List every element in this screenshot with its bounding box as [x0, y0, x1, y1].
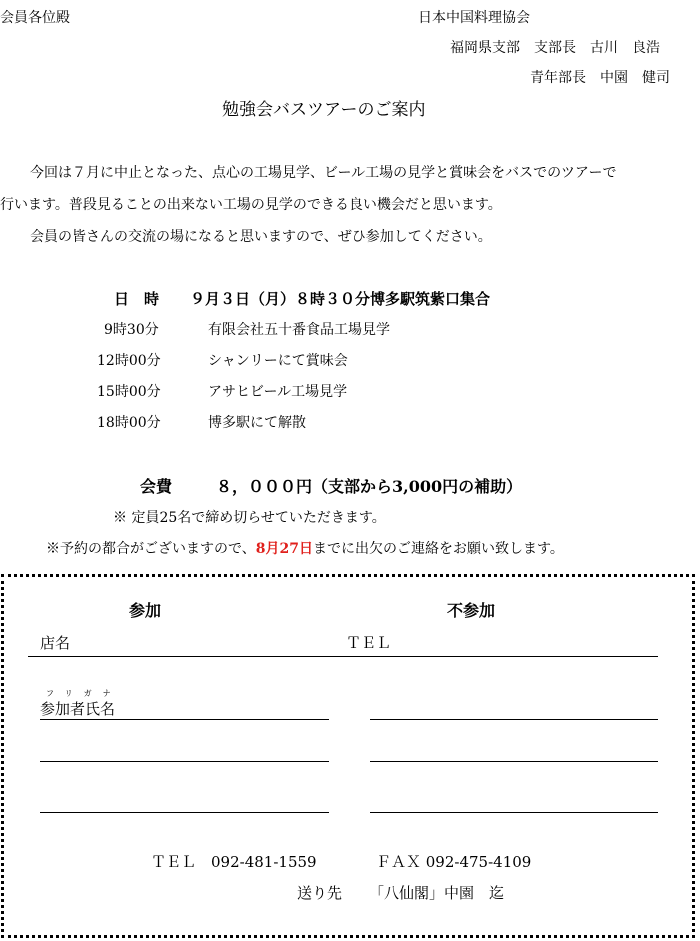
participant-name-label: 参加者氏名 — [40, 700, 116, 718]
schedule-event-4: 博多駅にて解散 — [208, 415, 306, 431]
schedule-event-3: アサヒビール工場見学 — [208, 384, 348, 400]
body-paragraph-1a: 今回は７月に中止となった、点心の工場見学、ビール工場の見学と賞味会をバスでのツアーで — [30, 165, 617, 181]
reply-form-box — [1, 574, 695, 938]
deadline-note-pre: ※予約の都合がございますので、 — [46, 541, 256, 557]
body-paragraph-2: 会員の皆さんの交流の場になると思いますので、ぜひ参加してください。 — [30, 229, 492, 245]
shop-name-line[interactable] — [28, 656, 658, 657]
schedule-event-2: シャンリーにて賞味会 — [208, 353, 348, 369]
shop-name-label: 店名 — [40, 634, 71, 652]
participant-line-2-left[interactable] — [40, 761, 329, 762]
contact-fax: ＦＡＸ 092-475-4109 — [376, 853, 532, 871]
sender-org: 日本中国料理協会 — [418, 10, 530, 26]
deadline-date: 8月27日 — [255, 541, 313, 557]
deadline-note-post: までに出欠のご連絡をお願い致します。 — [312, 541, 564, 557]
schedule-event-1: 有限会社五十番食品工場見学 — [208, 322, 390, 338]
sender-youth-head: 青年部長 中園 健司 — [530, 70, 670, 86]
schedule-time-4: 18時00分 — [97, 415, 161, 431]
participant-line-3-right[interactable] — [370, 812, 658, 813]
sender-branch-head: 福岡県支部 支部長 古川 良浩 — [450, 40, 660, 56]
furigana-label: フリガナ — [46, 689, 122, 698]
contact-tel: ＴＥＬ 092-481-1559 — [151, 853, 317, 871]
attend-option[interactable]: 参加 — [129, 601, 162, 620]
participant-line-2-right[interactable] — [370, 761, 658, 762]
body-paragraph-1b: 行います。普段見ることの出来ない工場の見学のできる良い機会だと思います。 — [0, 197, 502, 213]
send-to-value: 「八仙閣」中園 迄 — [369, 884, 505, 902]
not-attend-option[interactable]: 不参加 — [447, 601, 496, 620]
schedule-time-2: 12時00分 — [97, 353, 161, 369]
capacity-note: ※ 定員25名で締め切らせていただきます。 — [113, 510, 386, 526]
fee-label: 会費 — [140, 477, 173, 496]
fee-amount: ８，０００円（支部から3,000円の補助） — [216, 477, 523, 496]
participant-line-3-left[interactable] — [40, 812, 329, 813]
page-title: 勉強会バスツアーのご案内 — [222, 100, 426, 120]
date-value: ９月３日（月）８時３０分博多駅筑紫口集合 — [190, 290, 491, 308]
recipient: 会員各位殿 — [0, 10, 70, 26]
date-label: 日 時 — [114, 290, 160, 308]
send-to-label: 送り先 — [297, 884, 343, 902]
participant-line-1-left[interactable] — [40, 719, 329, 720]
schedule-time-3: 15時00分 — [97, 384, 161, 400]
shop-tel-label: ＴＥＬ — [346, 634, 392, 652]
participant-line-1-right[interactable] — [370, 719, 658, 720]
deadline-note — [46, 540, 564, 558]
schedule-time-1: 9時30分 — [104, 322, 159, 338]
